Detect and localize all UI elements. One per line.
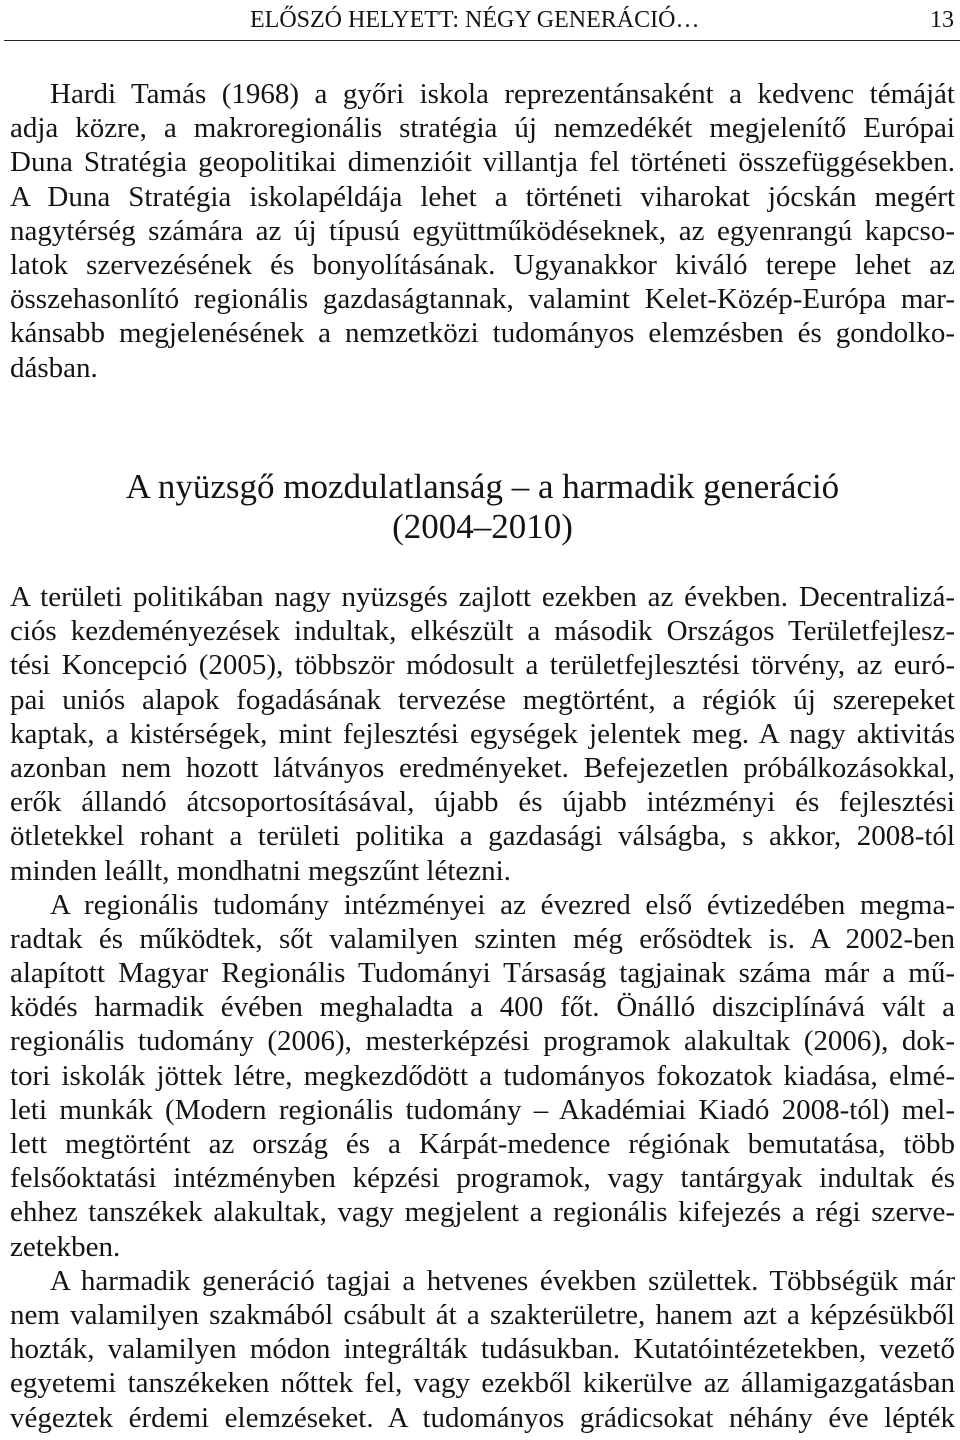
running-header: ELŐSZÓ HELYETT: NÉGY GENERÁCIÓ… [250, 7, 700, 33]
paragraph [10, 888, 955, 1264]
text-line: lett megtörtént az ország és a Kárpát-medence régiónak bemutatása, több [10, 1128, 955, 1160]
text-line: összehasonlító regionális gazdaságtannak, valamint Kelet-Közép-Európa mar- [10, 283, 955, 316]
paragraph [10, 1264, 955, 1435]
paragraph [10, 580, 955, 888]
text-line: felsőoktatási intézményben képzési programok, vagy tantárgyak indultak és [10, 1162, 955, 1195]
text-line: regionális tudomány (2006), mesterképzési programok alakultak (2006), dok- [10, 1025, 955, 1058]
text-line: A Duna Stratégia iskolapéldája lehet a történeti viharokat jócskán megért [10, 180, 955, 213]
text-line: radtak és működtek, sőt valamilyen szinten még erősödtek is. A 2002-ben [10, 922, 955, 955]
text-line: hozták, valamilyen módon integrálták tudásukban. Kutatóintézetekben, vezető [10, 1333, 955, 1366]
text-line: ötletekkel rohant a területi politika a gazdasági válságba, s akkor, 2008-tól [10, 820, 955, 853]
text-line: latok szervezésének és bonyolításának. Ugyanakkor kiváló terepe lehet az [10, 248, 955, 281]
text-line: tori iskolák jöttek létre, megkezdődött a tudományos fokozatok kiadása, elmé- [10, 1059, 955, 1092]
text-line: tési Koncepció (2005), többször módosult a területfejlesztési törvény, az euró- [10, 649, 955, 682]
text-line: ciós kezdeményezések indultak, elkészült a második Országos Területfejlesz- [10, 615, 955, 648]
section-heading-title: A nyüzsgő mozdulatlanság – a harmadik generáció [125, 467, 840, 506]
text-line: végeztek érdemi elemzéseket. A tudományos grádicsokat néhány éve lépték [10, 1401, 955, 1434]
text-line: azonban nem hozott látványos eredményeket. Befejezetlen próbálkozásokkal, [10, 751, 955, 784]
text-line: dásban. [10, 351, 98, 384]
text-line: alapított Magyar Regionális Tudományi Társaság tagjainak száma már a mű- [10, 957, 955, 990]
text-line: ehhez tanszékek alakultak, vagy megjelent a regionális kifejezés a régi szerve- [10, 1196, 955, 1229]
text-line: A területi politikában nagy nyüzsgés zajlott ezekben az években. Decentralizá- [10, 581, 955, 613]
text-line: Hardi Tamás (1968) a győri iskola reprezentánsaként a kedvenc témáját [50, 78, 955, 110]
text-line: kánsabb megjelenésének a nemzetközi tudományos elemzésben és gondolko- [10, 317, 955, 350]
header-rule [4, 40, 960, 41]
text-line: pai uniós alapok fogadásának tervezése megtörtént, a régiók új szerepeket [10, 683, 955, 716]
text-line: erők állandó átcsoportosításával, újabb és újabb intézményi és fejlesztési [10, 786, 955, 819]
text-line: nagytérség számára az új típusú együttműködéseknek, az egyenrangú kapcso- [10, 214, 955, 247]
section-heading-years: (2004–2010) [392, 507, 573, 546]
page-number: 13 [930, 7, 954, 33]
text-line: nem valamilyen szakmából csábult át a szakterületre, hanem azt a képzésükből [10, 1298, 955, 1331]
text-line: Duna Stratégia geopolitikai dimenzióit villantja fel történeti összefüggésekben. [10, 146, 955, 179]
text-line: A regionális tudomány intézményei az évezred első évtizedében megma- [50, 888, 955, 921]
text-line: minden leállt, mondhatni megszűnt létezni. [10, 854, 511, 887]
section-body [10, 580, 955, 1435]
text-line: egyetemi tanszékeken nőttek fel, vagy ezekből kikerülve az államigazgatásban [10, 1367, 955, 1400]
text-line: A harmadik generáció tagjai a hetvenes években születtek. Többségük már [50, 1264, 955, 1297]
text-line: kaptak, a kistérségek, mint fejlesztési egységek jelentek meg. A nagy aktivitás [10, 717, 955, 750]
text-line: ködés harmadik évében meghaladta a 400 főt. Önálló diszciplínává vált a [10, 991, 955, 1024]
text-line: adja közre, a makroregionális stratégia új nemzedékét megjelenítő Európai [10, 112, 955, 145]
paragraph [10, 77, 955, 385]
text-line: leti munkák (Modern regionális tudomány – Akadémiai Kiadó 2008-tól) mel- [10, 1093, 955, 1126]
section-heading [10, 467, 955, 547]
text-line: zetekben. [10, 1230, 121, 1263]
